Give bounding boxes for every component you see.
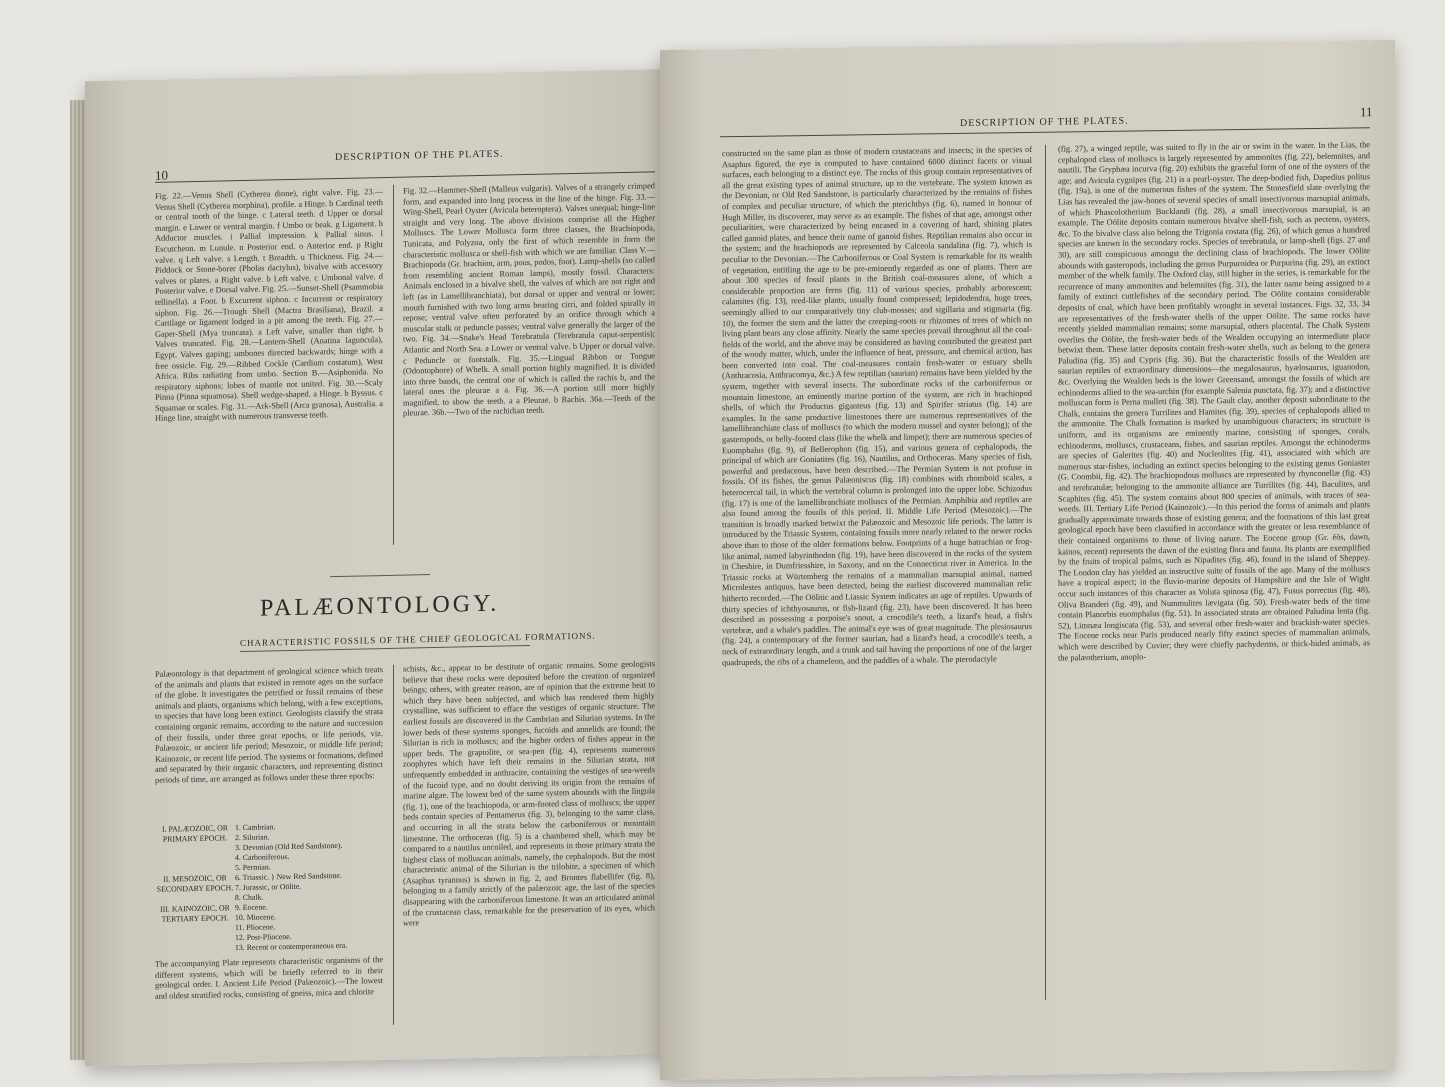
- system-item: 8. Chalk.: [235, 892, 264, 903]
- epoch-row: [155, 820, 383, 875]
- epoch-items: [235, 821, 342, 873]
- system-item: 1. Cambrian.: [235, 822, 276, 833]
- column-divider: [1045, 145, 1046, 1000]
- header-rule: [155, 171, 655, 182]
- system-item: 4. Carboniferous.: [235, 852, 290, 863]
- epoch-items: [235, 901, 347, 953]
- epoch-label: III. KAINOZOIC, OR TERTIARY EPOCH.: [160, 903, 230, 924]
- section-title: PALÆONTOLOGY.: [260, 590, 500, 622]
- left-running-head: DESCRIPTION OF THE PLATES.: [335, 148, 504, 164]
- epoch-label: I. PALÆOZOIC, OR PRIMARY EPOCH.: [162, 823, 228, 844]
- intro-paragraph: Palæontology is that department of geological science which treats of the animals and plants that existed in remote ages on the surface of the globe. It investigates the petrified or fossil remains of these animals and plants, organisms which belong, with a few exceptions, to species that have long been extinct. Geologists classify the strata containing organic remains, according to the nature and succession of their fossils, under three great epochs, or life periods, viz. Palæozoic, or ancient life period; Mesozoic, or middle life period; Kainozoic, or recent life period. The systems or formations, defined and separated by their organic characters, and representing distinct periods of time, are arranged as follows under these three epochs:: [155, 665, 383, 785]
- body-column-1: constructed on the same plan as those of modern crustaceans and insects; in the species of Asaphus figured, the eye is computed to have contained 6000 distinct facets or visual surfaces, each belonging to a distinct eye. The rocks of this group contain representatives of all the great existing types of animal structure, up to the vertebrate. The system known as the Devonian, or Old Red Sandstone, is particularly characterized by the remains of fishes of complex and peculiar structure, of which the pterichthys (fig. 6), named in honour of Hugh Miller, its discoverer, may serve as an example. The fishes of that age, amongst other peculiarities, were characterized by being encased in a covering of hard, shining plates called ganoid plates, and hence their name of ganoid fishes. Reptilian remains also occur in the system; and the brachiopods are represented by Calceola sandalina (fig. 7), which is peculiar to the Devonian.—The Carboniferous or Coal System is remarkable for its wealth of vegetation, entitling the age to be pre-eminently regarded as one of plants. There are about 300 species of fossil plants in the British coal-measures alone, of which a considerable proportion are ferns (fig. 11) of various species, probably arborescent; calamites (fig. 13), reed-like plants, usually found compressed; lepidodendra, huge trees, seemingly allied to our comparatively tiny club-mosses; and sigillaria and stigmaria (fig. 10), the former the stem and the latter the creeping-roots or rhizomes of trees of which no living plant bears any close affinity. Nearly the same species prevail throughout all the coal-fields of the world, and the above may be considered as having contributed the greatest part of the woody matter, which, under the influence of heat, pressure, and chemical action, has been converted into coal. The coal-measures contain fresh-water or estuary shells (Anthracosia, Anthracomya, &c.) A few reptilian (saurian) remains have been yielded by the system, together with several insects. The subordinate rocks of the carboniferous or mountain limestone, an eminently marine portion of the system, are rich in brachiopod shells, of which the Productus giganteus (fig. 13) and Spirifer striatus (fig. 14) are examples. In the same productive limestones there are numerous representatives of the lamellibranchiate class of molluscs (to which the modern mussel and oyster belong); of the gasteropods, or belly-footed class (like the whelk and limpet); there are numerous species of Euomphalus (fig. 9), of Bellerophon (fig. 15), and various genera of cephalopods, the principal of which are Goniatites (fig. 16), Nautilus, and Orthoceras. Many species of fish, powerful and predaceous, have been described.—The Permian System is not profuse in fossils. Of its fishes, the genus Palæoniscus (fig. 18) combines with rhomboid scales, a heterocercal tail, in which the vertebral column is prolonged into the upper lobe. Schizodus (fig. 17) is one of the lamellibranchiate molluscs of the Permian. Amphibia and reptiles are also found among the fossils of this period. II. Middle Life Period (Mesozoic).—The transition is broadly marked betwixt the Palæozoic and Mesozoic life periods. The latter is introduced by the Triassic System, containing fossils more nearly related to the newer rocks above than to those of the older formations below. Footprints of a huge batrachian or frog-like animal, named labyrinthodon (fig. 19), have been discovered in the rocks of the system in Cheshire, in Dumfriesshire, in Saxony, and on the Connecticut river in America. In the Triassic rocks at Würtemberg the remains of a mammalian marsupial animal, named Microlestes antiquus, have been detected, being the earliest discovered mammalian relic hitherto recorded.—The Oölitic and Liassic System indicates an age of reptiles. Upwards of thirty species of ichthyosaurus, or fish-lizard (fig. 23), have been discovered. It has been described as possessing a porpoise's snout, a crocodile's teeth, a lizard's head, a fish's vertebræ, and a whale's paddles. The animal's eye was of great magnitude. The plesiosaurus (fig. 24), a contemporary of the former saurian, had a lizard's head, a crocodile's teeth, a neck of extraordinary length, and a trunk and tail having the proportions of one of the larger quadrupeds, the ribs of a chameleon, and the paddles of a whale. The pterodactyle: [722, 144, 1032, 667]
- right-running-head: DESCRIPTION OF THE PLATES.: [960, 115, 1129, 129]
- system-item: 11. Pliocene.: [235, 922, 276, 933]
- column-divider: [393, 185, 394, 545]
- section-subtitle: CHARACTERISTIC FOSSILS OF THE CHIEF GEOLOGICAL FORMATIONS.: [240, 630, 596, 649]
- system-item: 3. Devonian (Old Red Sandstone).: [235, 840, 343, 853]
- epoch-items: [235, 871, 342, 903]
- figure-descriptions-left: Fig. 22.—Venus Shell (Cytherea dione), right valve. Fig. 23.—Venus Shell (Cytherea morphina), profile. a Hinge. b Cardinal teeth or central tooth of the hinge. c Lateral teeth. d Upper or dorsal margin. e Lower or ventral margin. f Umbo or beak. g Ligament. h Adductor muscles. i Pallial impression. k Pallial sinus. l Escutcheon. m Lunule. n Posterior end. o Anterior end. p Right valve. q Left valve. s Length. t Breadth. u Thickness. Fig. 24.—Piddock or Stone-borer (Pholas dactylus), bivalve with accessory valves or plates. a Right valve. b Left valve. c Umbonal valve. d Posterior valve. e Dorsal valve. Fig. 25.—Sunset-Shell (Psammobia tellinella). a Foot. b Excurrent siphon. c Incurrent or respiratory siphon. Fig. 26.—Trough Shell (Mactra Brasiliana), Brazil. a Cartilage or ligament lodged in a pit among the teeth. Fig. 27.—Gaper-Shell (Mya truncata). a Left valve, smaller than right. b Valves truncated. Fig. 28.—Lantern-Shell (Anatina laguncula), Egypt. Valves gaping; umbones directed backwards; hinge with a free ossicle. Fig. 29.—Ribbed Cockle (Cardium costatum), West Africa. Ribs radiating from umbo. Section B.—Asiphonida. No respiratory siphons; lobes of mantle not united. Fig. 30.—Scaly Pinna (Pinna squamosa). Shell wedge-shaped. a Hinge. b Byssus. c Squamae or scales. Fig. 31.—Ark-Shell (Arca granosa), Australia. a Hinge line, straight with numerous transverse teeth.: [155, 187, 383, 424]
- intro-paragraph-end: The accompanying Plate represents characteristic organisms of the different systems, which will be briefly referred to in their geological order. I. Ancient Life Period (Palæozoic).—The lowest and oldest stratified rocks, consisting of gneiss, mica and chlorite: [155, 955, 383, 1001]
- system-item: 7. Jurassic, or Oölite.: [235, 881, 302, 893]
- body-column-2: (fig. 27), a winged reptile, was suited to fly in the air or swim in the water. In the Lias, the cephalopod class of molluscs is largely represented by ammonites (fig. 22), belemnites, and nautili. The Gryphæa incurva (fig. 20) exhibits the graceful form of one of the oysters of the age; and Avicula cygnipes (fig. 21) is a pearl-oyster. The deep-bodied fish, Dapedius politus (fig. 19a), is one of the numerous fishes of the system. The Stonesfield slate overlying the Lias has revealed the jaw-bones of several species of small insectivorous marsupial animals, of which Phascolotherium Bucklandi (fig. 28), a small insectivorous marsupial, is an example. The Oölite deposits contain numerous bivalve shell-fish, such as pectens, oysters, &c. To the bivalve class also belong the Trigonia costata (fig. 26), of which genus a hundred species are known in the secondary rocks. Species of terebratula, or lamp-shell (figs. 27 and 30), are still conspicuous amongst the declining class of brachiopods. The lower Oölite abounds with gasteropods, including the genus Purpuroidea or Purpurina (fig. 29), an extinct member of the whelk family. The Oxford clay, still higher in the series, is remarkable for the recurrence of many ammonites and belemnites (fig. 31), the latter name being assigned to a family of extinct cuttlefishes of the secondary period. The Oölite contains considerable deposits of coal, which have been profitably wrought in several instances. Figs. 32, 33, 34 are representatives of the fresh-water shells of the upper Oölite. The same rocks have recently yielded mammalian remains; some marsupial, others placental. The Chalk System overlies the Oölite, the fresh-water beds of the Wealden occupying an intermediate place betwixt them. These latter deposits contain fresh-water shells, such as belong to the genera Paludina (fig. 35) and Cypris (fig. 36). But the characteristic fossils of the Wealden are saurian reptiles of extraordinary dimensions—the megalosaurus, hyælosaurus, iguanodon, &c. Overlying the Wealden beds is the lower Greensand, amongst the fossils of which are echinoderms allied to the sea-urchin (for example Salenia punctata, fig. 37); and a distinctive molluscan form is Perna mulleti (fig. 38). The Gault clay, another deposit subordinate to the Chalk, contains the genera Turrilites and Hamites (fig. 39), species of cephalopods allied to the ammonite. The Chalk formation is marked by unambiguous characters; its structure is uniform, and its organisms are eminently marine, consisting of sponges, corals, echinoderms, molluscs, crustaceans, fishes, and saurian reptiles. Amongst the echinoderms are species of Galerites (fig. 40) and Nucleolites (fig. 41), associated with which are numerous star-fishes, including an extinct species belonging to the existing genus Goniaster (G. Coombii, fig. 42). The brachiopodous molluscs are represented by rhynconellæ (fig. 43) and terebratulæ; belonging to the ammonite alliance are Turrilites (fig. 44), Baculites, and Scaphites (fig. 45). The system contains about 800 species of animals, with traces of sea-weeds. III. Tertiary Life Period (Kainozoic).—In this period the forms of animals and plants gradually approximate towards those of existing genera; and the formations of this last great geological epoch have been classified in accordance with the greater or less resemblance of their contained organisms to those of living nature. The Eocene group (Gr. ēōs, dawn, kainos, recent) represents the dawn of the existing flora and fauna. Its plants are exemplified by the fruits of tropical palms, such as Nipadites (fig. 46), found in the island of Sheppey. The London clay has yielded an instructive suite of fossils of the age. Many of the molluscs have a tropical aspect; in the fluvio-marine deposits of Hampshire and the Isle of Wight occur such instances of this character as Voluta spinosa (fig. 47), Fusus porrectus (fig. 48), Oliva Branderi (fig. 49), and Nummulites lævigata (fig. 50). Fresh-water beds of the time contain Planorbis euomphalus (fig. 51). In associated strata are obtained Paludina lenta (fig. 52), Limnæa longiscata (fig. 53), and several other fresh-water and brackish-water species. The Eocene rocks near Paris produced nearly fifty extinct species of mammalian animals, which were described by Cuvier; they were chiefly pachyderms, or thick-hided animals, as the palæotherium, anoplo-: [1058, 140, 1370, 663]
- system-item: 10. Miocene.: [235, 912, 276, 923]
- system-item: 12. Post-Pliocene.: [235, 931, 292, 943]
- system-item: 5. Permian.: [235, 862, 271, 873]
- system-item: 13. Recent or contemporaneous era.: [235, 940, 348, 953]
- left-page-number: 10: [155, 167, 168, 183]
- epoch-row: [155, 900, 383, 955]
- right-page: [660, 40, 1395, 1080]
- section-rule: [330, 574, 430, 577]
- system-item: 6. Triassic. } New Red Sandstone.: [235, 870, 342, 883]
- body-column-right: schists, &c., appear to be destitute of organic remains. Some geologists believe that these rocks were deposited before the creation of organized beings; others, with greater reason, are of opinion that the extreme heat to which they have been subjected, and which has rendered them highly crystalline, was sufficient to efface the vestiges of organic structure. The earliest fossils are discovered in the Cambrian and Silurian systems. In the lower beds of these systems sponges, fucoids and annelids are found; the Silurian is rich in molluscs; and the higher orders of fishes appear in the upper beds. The graptolite, or sea-pen (fig. 4), represents numerous zoophytes which have left their remains in the Silurian strata, not unfrequently embedded in anthracite, containing the vestiges of sea-weeds of the fucoid type, and no doubt deriving its origin from the remains of marine algae. The lowest bed of the same system abounds with the lingula (fig. 1), one of the brachiopoda, or arm-footed class of molluscs; the upper beds contain species of Pentamerus (fig. 3), belonging to the same class, and occurring in all the strata below the carboniferous or mountain limestone. The orthoceras (fig. 5) is a chambered shell, which may be compared to a nautilus uncoiled, and represents in those primary strata the highest class of molluscan animals, namely, the cephalopods. But the most characteristic animal of the Silurian is the trilobite, a specimen of which (Asaphus tyrannus) is shown in fig. 2, and Brontes flabellifer (fig. 8), belonging to a family strictly of the palæozoic age, the last of the species disappearing with the carboniferous limestone. It was an articulated animal of the crustacean class, remarkable for the preservation of its eyes, which were: [403, 659, 655, 928]
- system-item: 2. Silurian.: [235, 832, 270, 843]
- system-item: 9. Eocene.: [235, 902, 268, 913]
- epoch-table: [155, 820, 383, 955]
- epoch-row: [155, 870, 383, 905]
- header-rule: [720, 127, 1370, 137]
- epoch-label: II. MESOZOIC, OR SECONDARY EPOCH.: [156, 873, 234, 894]
- open-book: [60, 40, 1415, 1080]
- figure-descriptions-right: Fig. 32.—Hammer-Shell (Malleus vulgaris). Valves of a strangely crimped form, and expanded into long process in the line of the hinge. Fig. 33.—Wing-Shell, Pearl Oyster (Avicula heteroptera). Valves unequal; hinge-line straight and very long. The above divisions comprise all the Higher Molluscs. The Lower Mollusca form three classes, the Brachiopoda, Tunicata, and Polyzoa, only the first of which resemble in form the characteristic mollusca or shell-fish with which we are familiar. Class V.—Brachiopoda (Gr. brachion, arm, pous, podos, foot). Lamp-shells (so called from resembling ancient Roman lamps), mostly fossil. Characters: Animals enclosed in a bivalve shell, the valves of which are not right and left (as in Lamellibranchiata), but dorsal or upper and ventral or lower; mouth furnished with two long arms bearing cirri, and folded spirally in repose; ventral valve often perforated by an orifice through which a muscular stalk or peduncle passes; ventral valve generally the larger of the two. Fig. 34.—Snake's Head Terebratula (Terebratula caput-serpentis); Atlantic and North Sea. a Lower or ventral valve. b Upper or dorsal valve. c Peduncle or footstalk. Fig. 35.—Lingual Ribbon or Tongue (Odontophore) of Whelk. A small portion highly magnified. It is divided into three bands, the central one of which is called the rachis b, and the lateral ones the pleurae a a. Fig. 36.—A portion still more highly magnified, to show the teeth. a a Pleurae. b Rachis. 36a.—Teeth of the pleurae. 36b.—Two of the rachidian teeth.: [403, 181, 655, 419]
- left-page: [85, 69, 685, 1067]
- column-divider: [393, 665, 394, 1025]
- right-page-number: 11: [1360, 104, 1373, 120]
